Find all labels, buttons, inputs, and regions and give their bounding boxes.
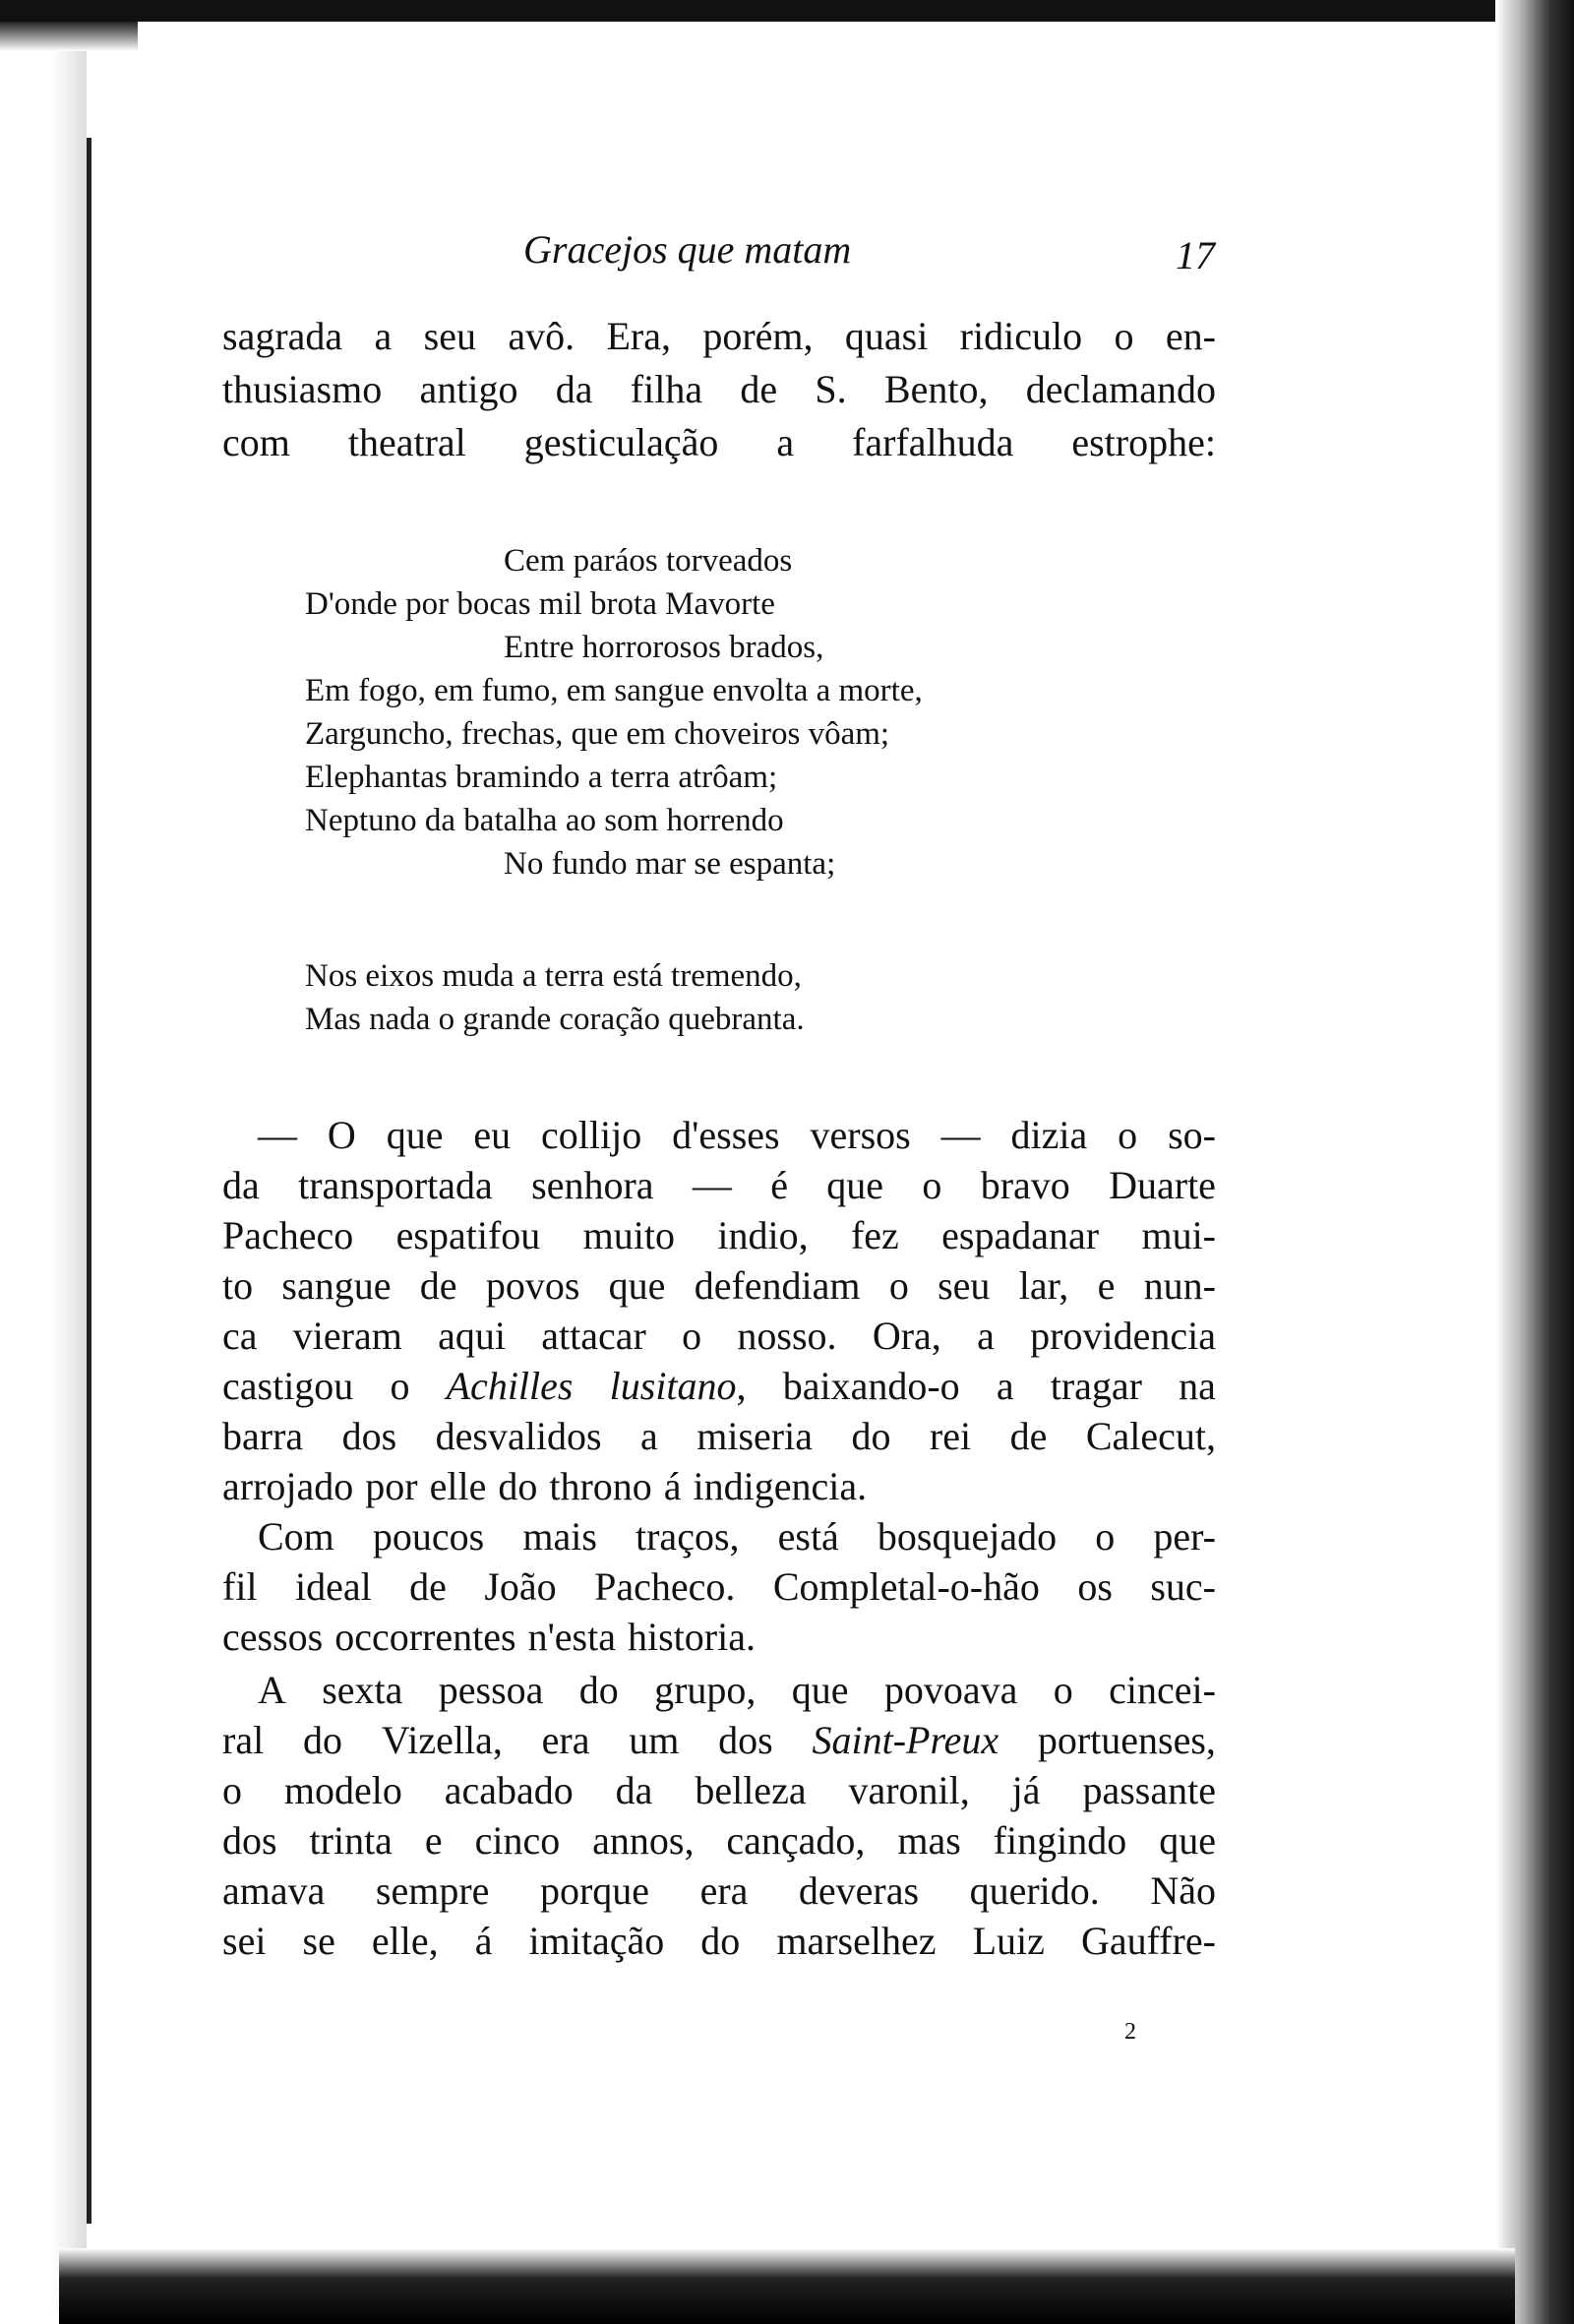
text-line (222, 1817, 1216, 1864)
word: nosso. (737, 1314, 837, 1358)
word: traços, (636, 1514, 740, 1559)
word: seu (423, 314, 476, 358)
word: se (302, 1919, 335, 1963)
word: Pacheco. (594, 1564, 736, 1609)
text-line (222, 419, 1216, 465)
word: porém, (702, 314, 814, 358)
text-line (222, 1563, 1216, 1610)
word: João (484, 1564, 557, 1609)
running-header-title: Gracejos que matam (523, 227, 852, 272)
verse-line: Elephantas bramindo a terra atrôam; (305, 760, 778, 795)
word: Duarte (1109, 1163, 1216, 1207)
word: miseria (696, 1414, 813, 1458)
text-line (258, 1667, 1216, 1713)
word: nun- (1143, 1263, 1216, 1308)
text-line (258, 1513, 1216, 1560)
word: pessoa (438, 1668, 544, 1712)
text-line (222, 1463, 1216, 1509)
word: fil (222, 1564, 258, 1609)
word: acabado (444, 1768, 574, 1812)
word: attacar (541, 1314, 646, 1358)
word: o (390, 1364, 410, 1408)
word: collijo (541, 1113, 642, 1157)
word: n'esta (527, 1615, 616, 1659)
text-line (222, 1614, 1216, 1660)
text-line (222, 1212, 1216, 1258)
word: á (663, 1464, 682, 1508)
text-line (222, 1413, 1216, 1459)
word: do (578, 1668, 619, 1712)
scan-right-edge (1495, 0, 1574, 2324)
word: avô. (508, 314, 575, 358)
word: ca (222, 1314, 258, 1358)
word: do (302, 1718, 342, 1762)
word: elle (429, 1464, 487, 1508)
word: o (682, 1314, 702, 1358)
word: A (258, 1668, 286, 1712)
word: espatifou (395, 1213, 541, 1257)
word: já (1011, 1768, 1041, 1812)
word: declamando (1025, 367, 1216, 411)
word: imitação (528, 1919, 665, 1963)
scan-left-edge (87, 138, 91, 2224)
word: é (770, 1163, 788, 1207)
word: Pacheco (222, 1213, 354, 1257)
word: porque (539, 1868, 650, 1913)
word: o (1053, 1668, 1073, 1712)
scan-left-margin (0, 30, 87, 2312)
word: aqui (438, 1314, 507, 1358)
word: os (1077, 1564, 1113, 1609)
word: cançado, (726, 1818, 866, 1863)
word: Bento, (883, 367, 989, 411)
scan-top-edge (0, 0, 1535, 22)
word: castigou (222, 1364, 354, 1408)
text-line (222, 1262, 1216, 1309)
word: Com (258, 1514, 334, 1559)
word: está (777, 1514, 839, 1559)
word: deveras (798, 1868, 920, 1913)
verse-line: D'onde por bocas mil brota Mavorte (305, 586, 775, 622)
word: suc- (1150, 1564, 1216, 1609)
word: seu (938, 1263, 991, 1308)
verse-line: Cem paráos torveados (504, 543, 793, 579)
word: dos (222, 1818, 277, 1863)
word: de (409, 1564, 447, 1609)
word: da (615, 1768, 653, 1812)
word: cinco (474, 1818, 561, 1863)
word: do (851, 1414, 891, 1458)
word: e (424, 1818, 443, 1863)
word: que (791, 1668, 849, 1712)
word: que (1159, 1818, 1216, 1863)
word: lar, (1018, 1263, 1069, 1308)
word: mas (897, 1818, 961, 1863)
word: Era, (606, 314, 671, 358)
word: marselhez (776, 1919, 937, 1963)
word: a (374, 314, 393, 358)
word: passante (1082, 1768, 1216, 1812)
italic-word: Achilles (446, 1364, 574, 1408)
word: o (222, 1768, 242, 1812)
word: o (1095, 1514, 1116, 1559)
word: muito (582, 1213, 675, 1257)
word: rei (929, 1414, 972, 1458)
word: Calecut, (1085, 1414, 1216, 1458)
word: elle, (371, 1919, 439, 1963)
word: á (474, 1919, 493, 1963)
word: historia. (627, 1615, 756, 1659)
word: da (222, 1163, 260, 1207)
word: desvalidos (435, 1414, 602, 1458)
text-line (222, 1313, 1216, 1359)
word: o (1118, 1113, 1138, 1157)
word: ridiculo (959, 314, 1083, 358)
word: throno (549, 1464, 652, 1508)
word: cessos (222, 1615, 324, 1659)
word: povos (485, 1263, 580, 1308)
text-line (222, 1363, 1216, 1409)
word: e (1097, 1263, 1116, 1308)
punctuation: , (736, 1364, 747, 1408)
word: — (258, 1113, 297, 1157)
word: a (776, 420, 795, 464)
word: occorrentes (334, 1615, 516, 1659)
verse-line: Zarguncho, frechas, que em choveiros vôam; (305, 716, 890, 752)
word: sempre (375, 1868, 490, 1913)
word: estrophe: (1071, 420, 1216, 464)
word: Gauffre- (1080, 1919, 1216, 1963)
word: theatral (347, 420, 466, 464)
word: fingindo (993, 1818, 1127, 1863)
word: dizia (1010, 1113, 1088, 1157)
text-line (222, 1867, 1216, 1914)
text-line (222, 1767, 1216, 1813)
verse-line: Nos eixos muda a terra está tremendo, (305, 958, 802, 994)
word: d'esses (672, 1113, 780, 1157)
word: trinta (309, 1818, 393, 1863)
page-number: 17 (1176, 233, 1215, 277)
verse-line: Mas nada o grande coração quebranta. (305, 1002, 805, 1037)
word: farfalhuda (852, 420, 1014, 464)
word: varonil, (848, 1768, 970, 1812)
word: que (826, 1163, 884, 1207)
word: bosquejado (877, 1514, 1058, 1559)
italic-word: Saint-Preux (812, 1718, 999, 1762)
word: — (940, 1113, 981, 1157)
word: a (640, 1414, 658, 1458)
word: to (222, 1263, 254, 1308)
word: quasi (844, 314, 929, 358)
word: baixando-o (782, 1364, 960, 1408)
word: dos (341, 1414, 397, 1458)
word: antigo (419, 367, 518, 411)
word: Completal-o-hão (772, 1564, 1040, 1609)
verse-line: Em fogo, em fumo, em sangue envolta a morte, (305, 673, 923, 708)
text-line (222, 1918, 1216, 1964)
word: Luiz (972, 1919, 1045, 1963)
verse-line: No fundo mar se espanta; (504, 846, 836, 882)
word: defendiam (694, 1263, 861, 1308)
word: por (365, 1464, 418, 1508)
italic-word: lusitano, (609, 1364, 747, 1408)
word: bravo (980, 1163, 1070, 1207)
text-line (222, 1162, 1216, 1208)
text-line (222, 1717, 1216, 1763)
word: portuenses, (1037, 1718, 1216, 1762)
word: eu (473, 1113, 512, 1157)
word: arrojado (222, 1464, 354, 1508)
word: dos (718, 1718, 773, 1762)
word: poucos (372, 1514, 485, 1559)
word: gesticulação (523, 420, 719, 464)
word: mais (522, 1514, 597, 1559)
word: thusiasmo (222, 367, 383, 411)
word: amava (222, 1868, 326, 1913)
word: tragar (1050, 1364, 1142, 1408)
verse-line: Entre horrorosos brados, (504, 630, 824, 665)
word: fez (850, 1213, 899, 1257)
text-line (258, 1112, 1216, 1158)
text-line (222, 366, 1216, 412)
word: mui- (1141, 1213, 1216, 1257)
word: sagrada (222, 314, 343, 358)
word: o (888, 1263, 909, 1308)
word: Vizella, (381, 1718, 503, 1762)
word: com (222, 420, 290, 464)
word: transportada (298, 1163, 493, 1207)
word: O (327, 1113, 356, 1157)
word: querido. (969, 1868, 1100, 1913)
word: barra (222, 1414, 304, 1458)
word: sangue (281, 1263, 392, 1308)
word: espadanar (941, 1213, 1100, 1257)
word: indigencia. (693, 1464, 868, 1508)
word: versos (810, 1113, 911, 1157)
word: do (498, 1464, 538, 1508)
word: da (555, 367, 593, 411)
word: Não (1150, 1868, 1216, 1913)
word: modelo (283, 1768, 402, 1812)
word: povoava (883, 1668, 1018, 1712)
word: cincei- (1109, 1668, 1216, 1712)
word: de (419, 1263, 457, 1308)
word: do (700, 1919, 741, 1963)
word: era (699, 1868, 749, 1913)
word: ral (222, 1718, 265, 1762)
word: en- (1165, 314, 1216, 358)
word: senhora (531, 1163, 654, 1207)
word: que (386, 1113, 444, 1157)
word: — (692, 1163, 732, 1207)
word: belleza (695, 1768, 807, 1812)
word: sexta (322, 1668, 403, 1712)
word: a (996, 1364, 1014, 1408)
word: S. (815, 367, 847, 411)
word: de (740, 367, 778, 411)
word: que (608, 1263, 666, 1308)
word: na (1179, 1364, 1216, 1408)
word: per- (1153, 1514, 1216, 1559)
word: o (922, 1163, 942, 1207)
word: o (1114, 314, 1134, 358)
word: so- (1168, 1113, 1216, 1157)
word: de (1009, 1414, 1048, 1458)
word: era (541, 1718, 590, 1762)
text-line (222, 313, 1216, 359)
word: vieram (292, 1314, 402, 1358)
word: indio, (717, 1213, 809, 1257)
verse-line: Neptuno da batalha ao som horrendo (305, 803, 784, 838)
punctuation: : (1204, 420, 1216, 464)
word: providencia (1030, 1314, 1216, 1358)
word: annos, (592, 1818, 695, 1863)
scan-bottom-edge (59, 2248, 1515, 2324)
word: a (977, 1314, 995, 1358)
word: sei (222, 1919, 267, 1963)
word: filha (630, 367, 703, 411)
word: um (629, 1718, 680, 1762)
word: grupo, (654, 1668, 757, 1712)
scan-top-shadow (0, 22, 138, 51)
signature-mark: 2 (1124, 2019, 1136, 2045)
word: ideal (294, 1564, 372, 1609)
word: Ora, (872, 1314, 941, 1358)
